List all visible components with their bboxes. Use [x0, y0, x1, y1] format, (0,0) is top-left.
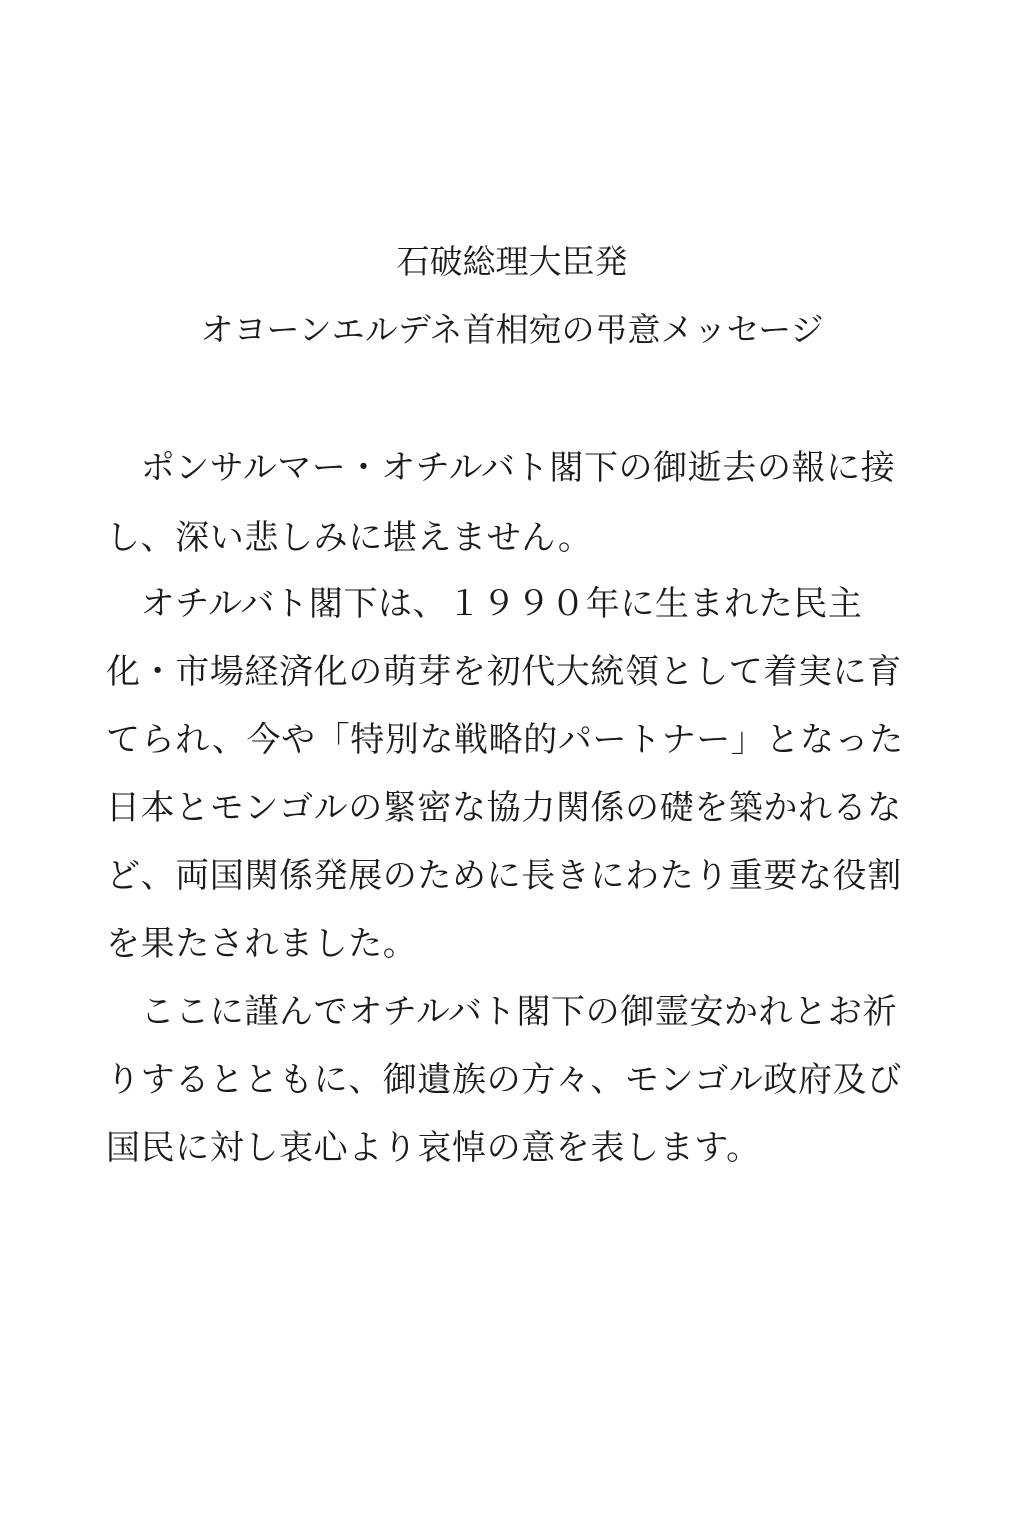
document-title-line-2: オヨーンエルデネ首相宛の弔意メッセージ [200, 310, 824, 349]
body-line-5: てられ、今や「特別な戦略的パートナー」となった [106, 720, 904, 760]
body-line-2: し、深い悲しみに堪えません。 [106, 518, 593, 558]
body-line-3: オチルバト閣下は、１９９０年に生まれた民主 [106, 584, 863, 624]
document-title-line-1: 石破総理大臣発 [396, 242, 628, 281]
body-line-9: ここに謹んでオチルバト閣下の御霊安かれとお祈 [106, 992, 898, 1032]
body-line-10: りするとともに、御遺族の方々、モンゴル政府及び [106, 1060, 902, 1100]
body-line-7: ど、両国関係発展のために長きにわたり重要な役割 [106, 856, 902, 896]
body-line-1: ポンサルマー・オチルバト閣下の御逝去の報に接 [106, 448, 896, 488]
body-line-8: を果たされました。 [106, 924, 418, 964]
body-line-4: 化・市場経済化の萌芽を初代大統領として着実に育 [106, 652, 902, 692]
body-line-11: 国民に対し衷心より哀悼の意を表します。 [106, 1128, 761, 1168]
body-line-6: 日本とモンゴルの緊密な協力関係の礎を築かれるな [106, 788, 902, 828]
